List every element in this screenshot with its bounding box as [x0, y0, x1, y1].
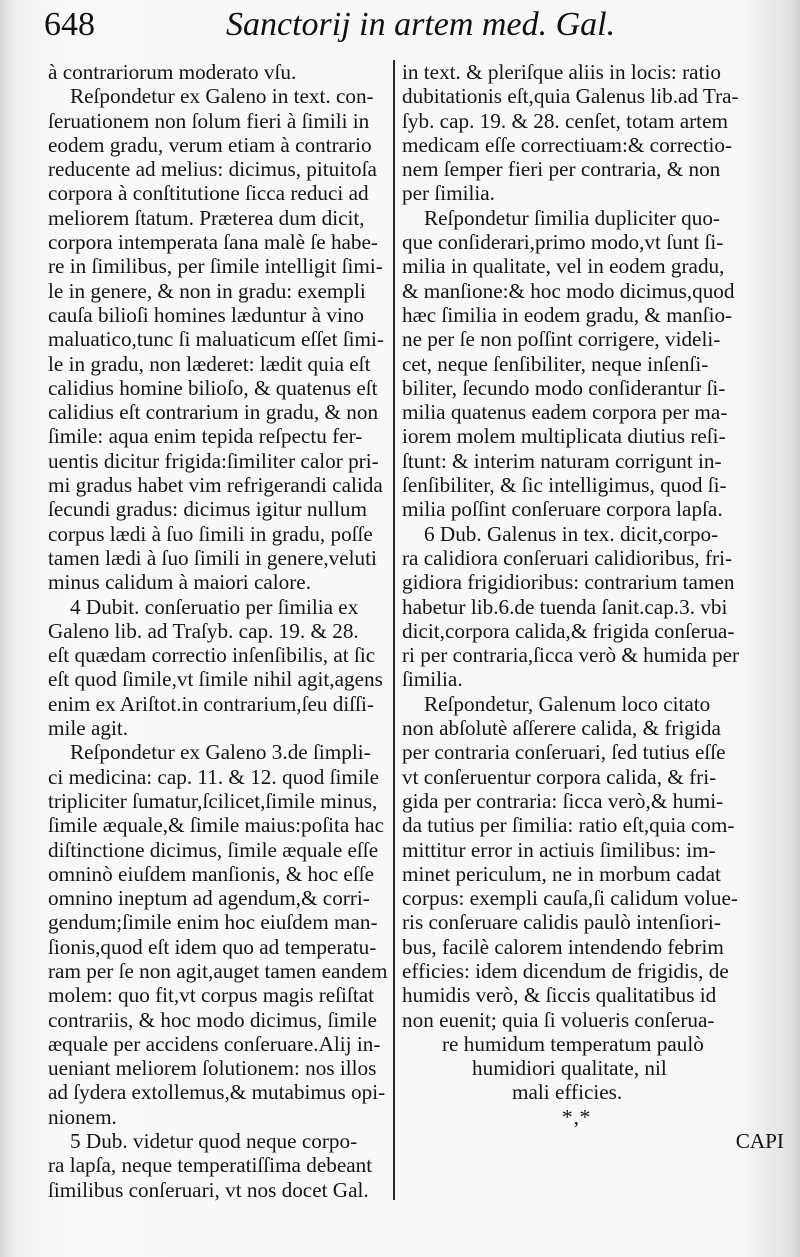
text-line: le in genere, & non in gradu: exempli — [48, 278, 366, 303]
text-line: & manſione:& hoc modo dicimus,quod — [402, 278, 735, 303]
text-line: ram per ſe non agit,auget tamen eandem — [48, 958, 388, 983]
text-line: nionem. — [48, 1104, 117, 1129]
text-line: minet periculum, ne in morbum cadat — [402, 861, 721, 886]
text-line: enim ex Ariſtot.in contrarium,ſeu diſſi- — [48, 691, 374, 716]
text-line: humidiori qualitate, nil — [472, 1056, 667, 1081]
text-line: molem: quo fit,vt corpus magis reſiſtat — [48, 983, 374, 1008]
text-line: calidius homine bilioſo, & quatenus eſt — [48, 375, 378, 400]
text-line: da tutius per ſimilia: ratio eſt,quia com- — [402, 813, 735, 838]
text-line: gidiora frigidioribus: contrarium tamen — [402, 570, 735, 595]
text-line: *‚* — [562, 1104, 591, 1129]
text-line: per ſimilia. — [402, 181, 495, 206]
text-line: gendum;ſimile enim hoc eiuſdem man- — [48, 910, 378, 935]
text-line: Reſpondetur, Galenum loco citato — [424, 691, 711, 716]
text-line: ra lapſa, neque temperatiſſima debeant — [48, 1153, 373, 1178]
text-line: æquale per accidens conſeruare.Alij in- — [48, 1031, 381, 1056]
text-line: ſecundi gradus: dicimus igitur nullum — [48, 497, 367, 522]
text-line: reducente ad melius: dicimus, pituitoſa — [48, 157, 377, 182]
text-line: ueniant meliorem ſolutionem: nos illos — [48, 1056, 377, 1081]
text-line: mile agit. — [48, 716, 129, 741]
text-line: milia in qualitate, vel in eodem gradu, — [402, 254, 725, 279]
text-line: eſt quædam correctio inſenſibilis, at ſic — [48, 643, 376, 668]
text-line: ſeruationem non ſolum fieri à ſimili in — [48, 108, 370, 133]
text-line: iorem molem multiplicata diutius reſi- — [402, 424, 726, 449]
text-line: ſyb. cap. 19. & 28. cenſet, totam artem — [402, 108, 728, 133]
text-line: corpus lædi à ſuo ſimili in gradu, poſſe — [48, 521, 373, 546]
text-line: omnino ineptum ad agendum,& corri- — [48, 886, 370, 911]
text-line: maluatico,tunc ſi maluaticum eſſet ſimi- — [48, 327, 384, 352]
text-line: nem ſemper fieri per contraria, & non — [402, 157, 721, 182]
text-line: dicit,corpora calida,& frigida conſerua- — [402, 618, 735, 643]
text-line: Reſpondetur ex Galeno 3.de ſimpli- — [70, 740, 371, 765]
text-line: ſimile: aqua enim tepida reſpectu fer- — [48, 424, 363, 449]
text-line: corpora à conſtitutione ſicca reduci ad — [48, 181, 369, 206]
text-line: calidius eſt contrarium in gradu, & non — [48, 400, 379, 425]
text-line: in text. & pleriſque aliis in locis: ratio — [402, 60, 721, 84]
text-line: que conſiderari,primo modo,vt ſunt ſi- — [402, 230, 724, 255]
text-line: gida per contraria: ſicca verò,& humi- — [402, 788, 724, 813]
text-line: ſionis,quod eſt idem quo ad temperatu- — [48, 934, 377, 959]
text-line: eſt quod ſimile,vt ſimile nihil agit,agens — [48, 667, 383, 692]
text-line: biliter, ſecundo modo conſiderantur ſi- — [402, 375, 726, 400]
right-column — [402, 60, 794, 1153]
text-line: hæc ſimilia in eodem gradu, & manſio- — [402, 302, 733, 327]
text-line: ris conſeruare calidis paulò intenſiori- — [402, 910, 721, 935]
text-line: ſimilia. — [402, 667, 463, 692]
text-line: le in gradu, non læderet: lædit quia eſt — [48, 351, 371, 376]
text-line: humidis verò, & ſiccis qualitatibus id — [402, 983, 717, 1008]
text-line: 4 Dubit. conſeruatio per ſimilia ex — [70, 594, 359, 619]
text-line: ſimile æquale,& ſimile maius:poſita hac — [48, 813, 384, 838]
text-line: Reſpondetur ex Galeno in text. con- — [70, 84, 374, 109]
text-line: tripliciter ſumatur,ſcilicet,ſimile minus, — [48, 788, 378, 813]
text-line: à contrariorum moderato vſu. — [48, 60, 297, 84]
text-line: cauſa bilioſi homines læduntur à vino — [48, 302, 365, 327]
text-line: meliorem ſtatum. Præterea dum dicit, — [48, 205, 365, 230]
text-line: ad ſydera extollemus,& mutabimus opi- — [48, 1080, 386, 1105]
text-line: ci medicina: cap. 11. & 12. quod ſimile — [48, 764, 380, 789]
text-line: Galeno lib. ad Traſyb. cap. 19. & 28. — [48, 618, 359, 643]
text-line: uentis dicitur frigida:ſimiliter calor pri- — [48, 448, 379, 473]
left-column — [48, 60, 388, 1202]
text-line: ri per contraria,ſicca verò & humida per — [402, 643, 740, 668]
text-line: vt conſeruentur corpora calida, & fri- — [402, 764, 717, 789]
text-line: habetur lib.6.de tuenda ſanit.cap.3. vbi — [402, 594, 728, 619]
text-line: corpus: exempli cauſa,ſi calidum volue- — [402, 886, 738, 911]
text-line: diſtinctione dicimus, ſimile æquale eſſe — [48, 837, 379, 862]
text-line: omninò eiuſdem manſionis, & hoc eſſe — [48, 861, 374, 886]
page-header — [44, 6, 764, 56]
text-line: minus calidum à maiori calore. — [48, 570, 311, 595]
column-divider — [393, 60, 395, 1200]
text-line: per contraria conſeruari, ſed tutius eſſe — [402, 740, 726, 765]
text-line: non abſolutè aſſerere calida, & frigida — [402, 716, 721, 741]
text-line: non euenit; quia ſi volueris conſerua- — [402, 1007, 715, 1032]
text-line: eodem gradu, verum etiam à contrario — [48, 132, 372, 157]
text-line: 6 Dub. Galenus in tex. dicit,corpo- — [424, 521, 719, 546]
text-line: mittitur error in actiuis ſimilibus: im- — [402, 837, 716, 862]
text-line: re humidum temperatum paulò — [442, 1031, 704, 1056]
text-line: medicam eſſe correctiuam:& correctio- — [402, 132, 732, 157]
text-line: mali efficies. — [512, 1080, 623, 1105]
text-line: re in ſimilibus, per ſimile intelligit ſimi- — [48, 254, 383, 279]
text-line: dubitationis eſt,quia Galenus lib.ad Tra- — [402, 84, 739, 109]
text-line: cet, neque ſenſibiliter, neque inſenſi- — [402, 351, 709, 376]
running-title: Sanctorij in artem med. Gal. — [226, 6, 616, 43]
text-line: efficies: idem dicendum de frigidis, de — [402, 958, 729, 983]
text-line: ſimilibus conſeruari, vt nos docet Gal. — [48, 1177, 369, 1202]
text-line: ra calidiora conſeruari calidioribus, fri- — [402, 545, 733, 570]
text-line: 5 Dub. videtur quod neque corpo- — [70, 1129, 358, 1154]
text-line: tamen lædi à ſuo ſimili in genere,veluti — [48, 545, 377, 570]
text-line: contrariis, & hoc modo dicimus, ſimile — [48, 1007, 377, 1032]
text-line: ſtunt: & interim naturam corrigunt in- — [402, 448, 722, 473]
text-line: ne per ſe non poſſint corrigere, videli- — [402, 327, 721, 352]
text-line: ſenſibiliter, & ſic intelligimus, quod ſi- — [402, 473, 727, 498]
text-line: corpora intemperata ſana malè ſe habe- — [48, 230, 378, 255]
text-line: Reſpondetur ſimilia dupliciter quo- — [424, 205, 720, 230]
text-line: mi gradus habet vim refrigerandi calida — [48, 473, 383, 498]
text-line: bus, facilè calorem intendendo febrim — [402, 934, 724, 959]
text-line: CAPI — [735, 1129, 784, 1154]
text-line: milia quatenus eadem corpora per ma- — [402, 400, 728, 425]
text-line: milia poſſint conſeruare corpora lapſa. — [402, 497, 723, 522]
page-number: 648 — [44, 6, 95, 43]
